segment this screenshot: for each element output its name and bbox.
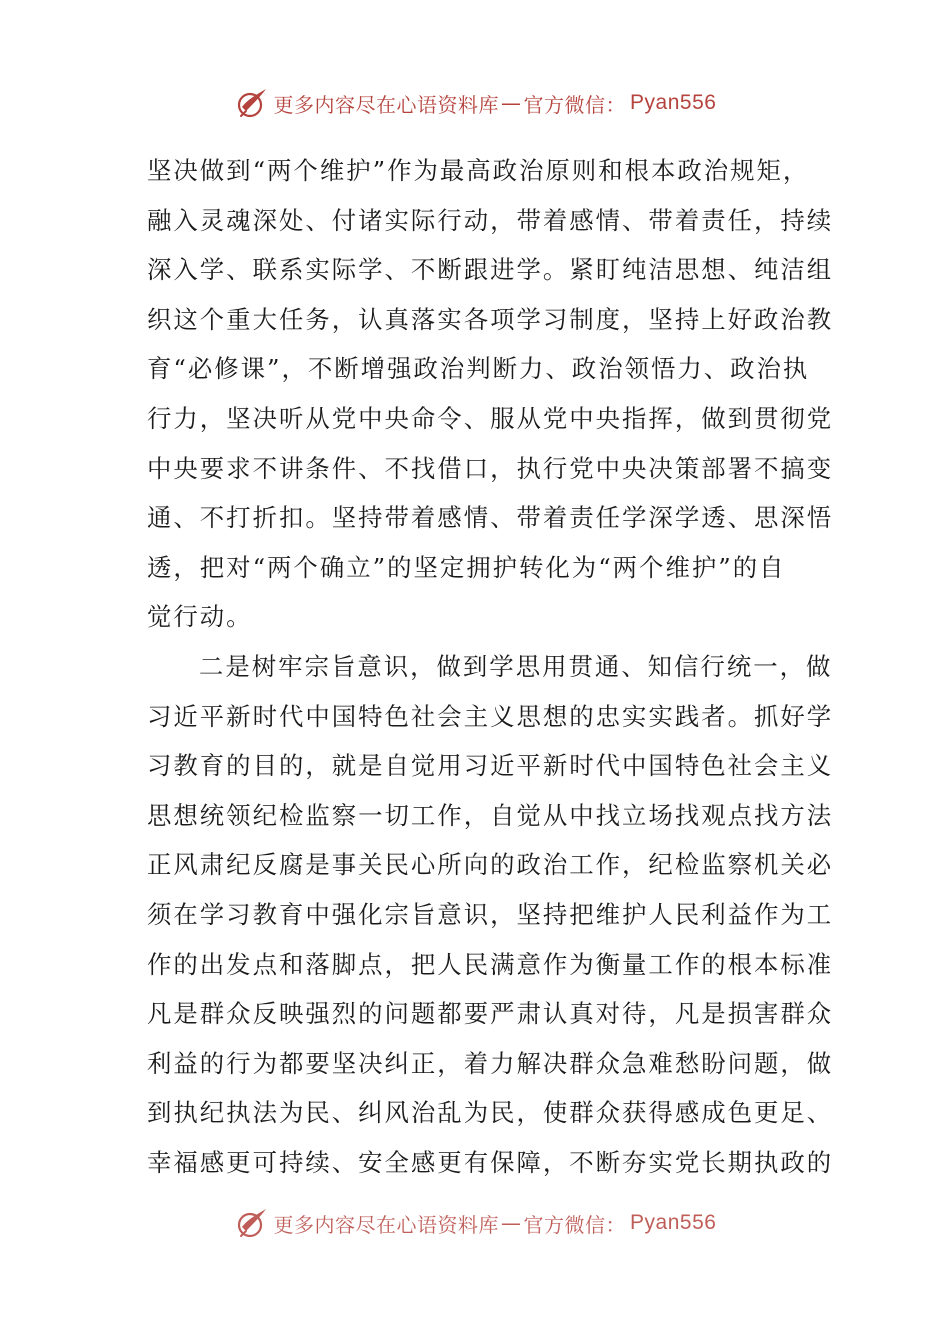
text-line: 中央要求不讲条件、不找借口，执行党中央决策部署不搞变 [147, 453, 834, 483]
watermark-wechat-id: Pyan556 [630, 1211, 717, 1234]
text-line: 到执纪执法为民、纠风治乱为民，使群众获得感成色更足、 [147, 1098, 834, 1128]
text-line: 习教育的目的，就是自觉用习近平新时代中国特色社会主义 [147, 751, 834, 781]
text-line: 凡是群众反映强烈的问题都要严肃认真对待，凡是损害群众 [147, 999, 834, 1029]
watermark-dash: — [501, 1211, 522, 1235]
watermark-dash: — [501, 91, 522, 115]
text-line: 织这个重大任务，认真落实各项学习制度，坚持上好政治教 [147, 304, 834, 334]
text-line: 坚决做到“两个维护”作为最高政治原则和根本政治规矩， [147, 156, 810, 185]
text-line: 幸福感更可持续、安全感更有保障，不断夯实党长期执政的 [147, 1147, 834, 1177]
watermark-brand: 更多内容尽在心语资料库 [273, 1212, 500, 1237]
quill-logo-icon [234, 1205, 270, 1241]
watermark-wechat-label: 官方微信： [523, 92, 627, 117]
header-watermark [0, 83, 950, 123]
watermark-wechat-label: 官方微信： [523, 1212, 627, 1237]
footer-watermark [0, 1203, 950, 1243]
text-line: 育“必修课”，不断增强政治判断力、政治领悟力、政治执 [147, 354, 810, 384]
text-line: 融入灵魂深处、付诸实际行动，带着感情、带着责任，持续 [147, 205, 834, 235]
text-line: 正风肃纪反腐是事关民心所向的政治工作，纪检监察机关必 [147, 850, 834, 880]
text-line: 行力，坚决听从党中央命令、服从党中央指挥，做到贯彻党 [147, 403, 834, 433]
text-line: 深入学、联系实际学、不断跟进学。紧盯纯洁思想、纯洁组 [147, 255, 834, 285]
text-line: 透，把对“两个确立”的坚定拥护转化为“两个维护”的自 [147, 552, 786, 582]
text-line: 利益的行为都要坚决纠正，着力解决群众急难愁盼问题，做 [147, 1048, 834, 1078]
document-body [147, 146, 834, 1187]
text-line: 须在学习教育中强化宗旨意识，坚持把维护人民利益作为工 [147, 899, 834, 929]
text-line: 觉行动。 [147, 602, 253, 632]
paragraph-start-line: 二是树牢宗旨意识，做到学思用贯通、知信行统一，做 [199, 651, 833, 681]
text-line: 思想统领纪检监察一切工作，自觉从中找立场找观点找方法 [147, 800, 834, 830]
quill-logo-icon [234, 85, 270, 121]
watermark-brand: 更多内容尽在心语资料库 [273, 92, 500, 117]
text-line: 习近平新时代中国特色社会主义思想的忠实实践者。抓好学 [147, 701, 834, 731]
text-line: 作的出发点和落脚点，把人民满意作为衡量工作的根本标准 [147, 949, 834, 979]
text-line: 通、不打折扣。坚持带着感情、带着责任学深学透、思深悟 [147, 503, 834, 533]
watermark-wechat-id: Pyan556 [630, 91, 717, 114]
